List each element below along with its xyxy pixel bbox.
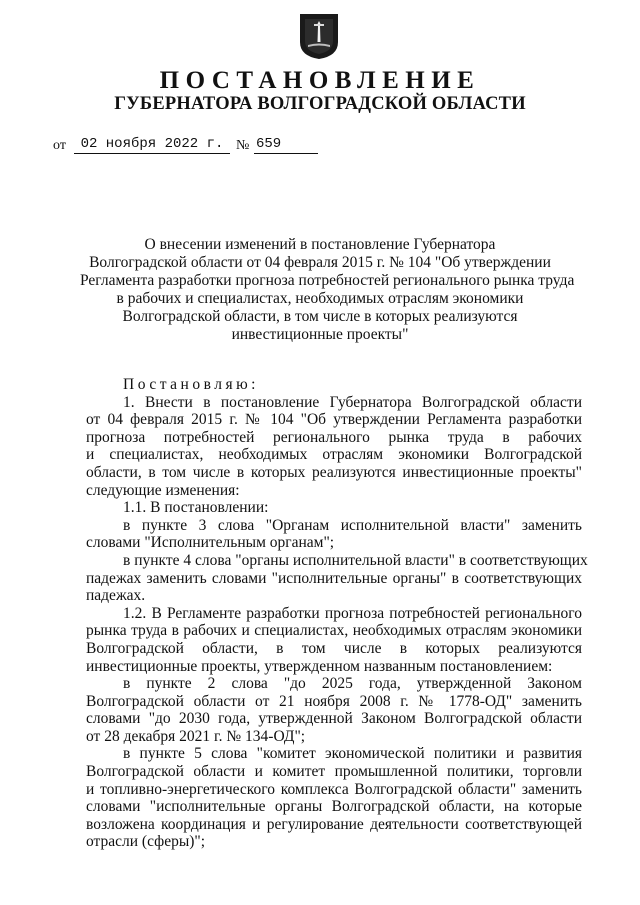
body-line: и специалистах, необходимых отраслям экономики Волгоградской xyxy=(86,446,582,464)
body-line: рынка труда в рабочих и специалистах, необходимых отраслям экономики xyxy=(86,622,582,640)
body-line: словами "исполнительные органы Волгоградской области, на которые xyxy=(86,798,582,816)
body-line: 1. Внести в постановление Губернатора Волгоградской области xyxy=(123,393,582,411)
body-line: от 28 декабря 2021 г. № 134-ОД"; xyxy=(86,727,306,745)
body-line: в пункте 2 слова "до 2025 года, утвержденной Законом xyxy=(123,675,582,693)
body-line: 1.2. В Регламенте разработки прогноза потребностей регионального xyxy=(123,604,582,622)
subject-line: Волгоградской области от 04 февраля 2015 г. № 104 "Об утверждении xyxy=(89,254,551,271)
resolution-word: Постановляю: xyxy=(123,376,259,393)
body-line: Волгоградской области, в том числе в которых реализуются xyxy=(86,639,582,657)
body-line: Волгоградской области и комитет промышленной политики, торговли xyxy=(86,763,582,781)
body-line: Волгоградской области от 21 ноября 2008 г. № 1778-ОД" заменить xyxy=(86,692,582,710)
body-line: и топливно-энергетического комплекса Волгоградской области" заменить xyxy=(86,780,582,798)
document-subtitle: ГУБЕРНАТОРА ВОЛГОГРАДСКОЙ ОБЛАСТИ xyxy=(114,94,526,114)
body-line: инвестиционные проекты, утвержденном названным постановлением: xyxy=(86,657,553,675)
number-prefix: № xyxy=(236,138,250,153)
body-line: области, в том числе в которых реализуются инвестиционные проекты" xyxy=(86,463,582,481)
volgograd-coat-of-arms-icon xyxy=(298,12,340,60)
document-body xyxy=(86,376,588,851)
body-line: возложена координация и регулирование деятельности соответствующей xyxy=(86,815,582,833)
body-line: 1.1. В постановлении: xyxy=(123,499,269,517)
body-line: следующие изменения: xyxy=(86,481,240,499)
subject-line: О внесении изменений в постановление Губернатора xyxy=(144,236,496,253)
subject-line: Регламента разработки прогноза потребностей регионального рынка труда xyxy=(80,272,575,289)
document-number: 659 xyxy=(254,136,318,154)
subject-line: в рабочих и специалистах, необходимых отраслям экономики xyxy=(116,290,524,307)
body-line: от 04 февраля 2015 г. № 104 "Об утверждении Регламента разработки xyxy=(86,411,582,429)
body-line: прогноза потребностей регионального рынка труда в рабочих xyxy=(86,428,582,446)
body-line: в пункте 4 слова "органы исполнительной власти" в соответствующих xyxy=(123,551,588,569)
body-line: падежах. xyxy=(86,587,146,605)
subject-line: Волгоградской области, в том числе в которых реализуются xyxy=(122,308,518,325)
body-line: в пункте 3 слова "Органам исполнительной власти" заменить xyxy=(123,516,582,534)
subject-line: инвестиционные проекты" xyxy=(231,326,409,343)
body-line: словами "до 2030 года, утвержденной Законом Волгоградской области xyxy=(86,710,582,728)
body-line: в пункте 5 слова "комитет экономической политики и развития xyxy=(123,745,582,763)
body-line: отрасли (сферы)"; xyxy=(86,833,206,851)
document-title: ПОСТАНОВЛЕНИЕ xyxy=(159,67,481,94)
body-line: словами "Исполнительным органам"; xyxy=(86,534,335,552)
document-subject xyxy=(80,236,575,344)
date-number-line xyxy=(0,134,640,158)
date-prefix: от xyxy=(53,138,66,153)
body-line: падежах заменить словами "исполнительные органы" в соответствующих xyxy=(86,569,582,587)
document-date: 02 ноября 2022 г. xyxy=(74,136,230,154)
